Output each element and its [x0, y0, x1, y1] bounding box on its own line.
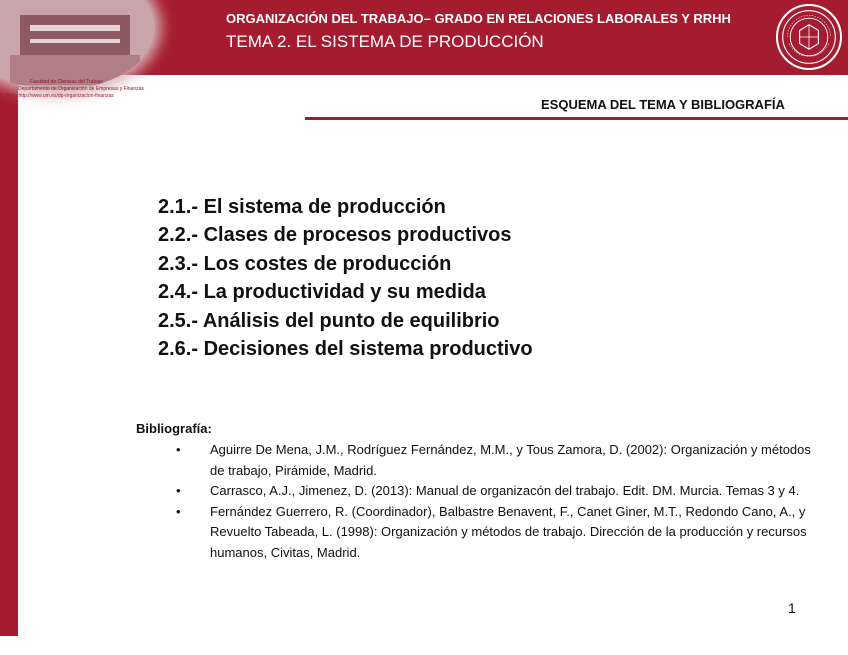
topic-title: TEMA 2. EL SISTEMA DE PRODUCCIÓN: [226, 32, 544, 51]
content-panel: [18, 75, 848, 655]
topic-item: 2.5.- Análisis del punto de equilibrio: [158, 309, 500, 332]
course-title: ORGANIZACIÓN DEL TRABAJO– GRADO EN RELACIONES LABORALES Y RRHH: [226, 11, 731, 26]
topic-list: [158, 193, 533, 363]
bibliography-title: Bibliografía:: [136, 421, 212, 436]
department-name: Departamento de Organización de Empresas y Finanzas: [18, 86, 144, 92]
bibliography-list: [174, 440, 814, 563]
bibliography-item: • Fernández Guerrero, R. (Coordinador), Balbastre Benavent, F., Canet Giner, M.T., Redondo Cano, A., y Revuelto Tabeada, L. (1998): Organización y métodos de trabajo. Dirección de la producción y recursos humanos, Civitas, Madrid.: [174, 502, 814, 564]
faculty-info: [0, 79, 170, 100]
faculty-name: Facultad de Ciencias del Trabajo: [30, 79, 103, 85]
topic-item: 2.3.- Los costes de producción: [158, 252, 452, 275]
section-title: ESQUEMA DEL TEMA Y BIBLIOGRAFÍA: [541, 97, 785, 112]
faculty-building-photo: [0, 0, 155, 90]
page-number: 1: [788, 600, 796, 616]
section-divider: [305, 117, 848, 120]
topic-item: 2.1.- El sistema de producción: [158, 196, 446, 218]
topic-item: 2.6.- Decisiones del sistema productivo: [158, 338, 533, 361]
bibliography-item: • Carrasco, A.J., Jimenez, D. (2013): Manual de organizacón del trabajo. Edit. DM. Murcia. Temas 3 y 4.: [174, 481, 814, 502]
topic-item: 2.4.- La productividad y su medida: [158, 281, 486, 304]
department-web: P. Web: http://www.um.es/dp-organizacion-finanzas: [0, 93, 114, 99]
university-seal-icon: [776, 4, 842, 70]
bibliography-item: • Aguirre De Mena, J.M., Rodríguez Fernández, M.M., y Tous Zamora, D. (2002): Organización y métodos de trabajo, Pirámide, Madrid.: [174, 440, 814, 481]
topic-item: 2.2.- Clases de procesos productivos: [158, 224, 512, 247]
